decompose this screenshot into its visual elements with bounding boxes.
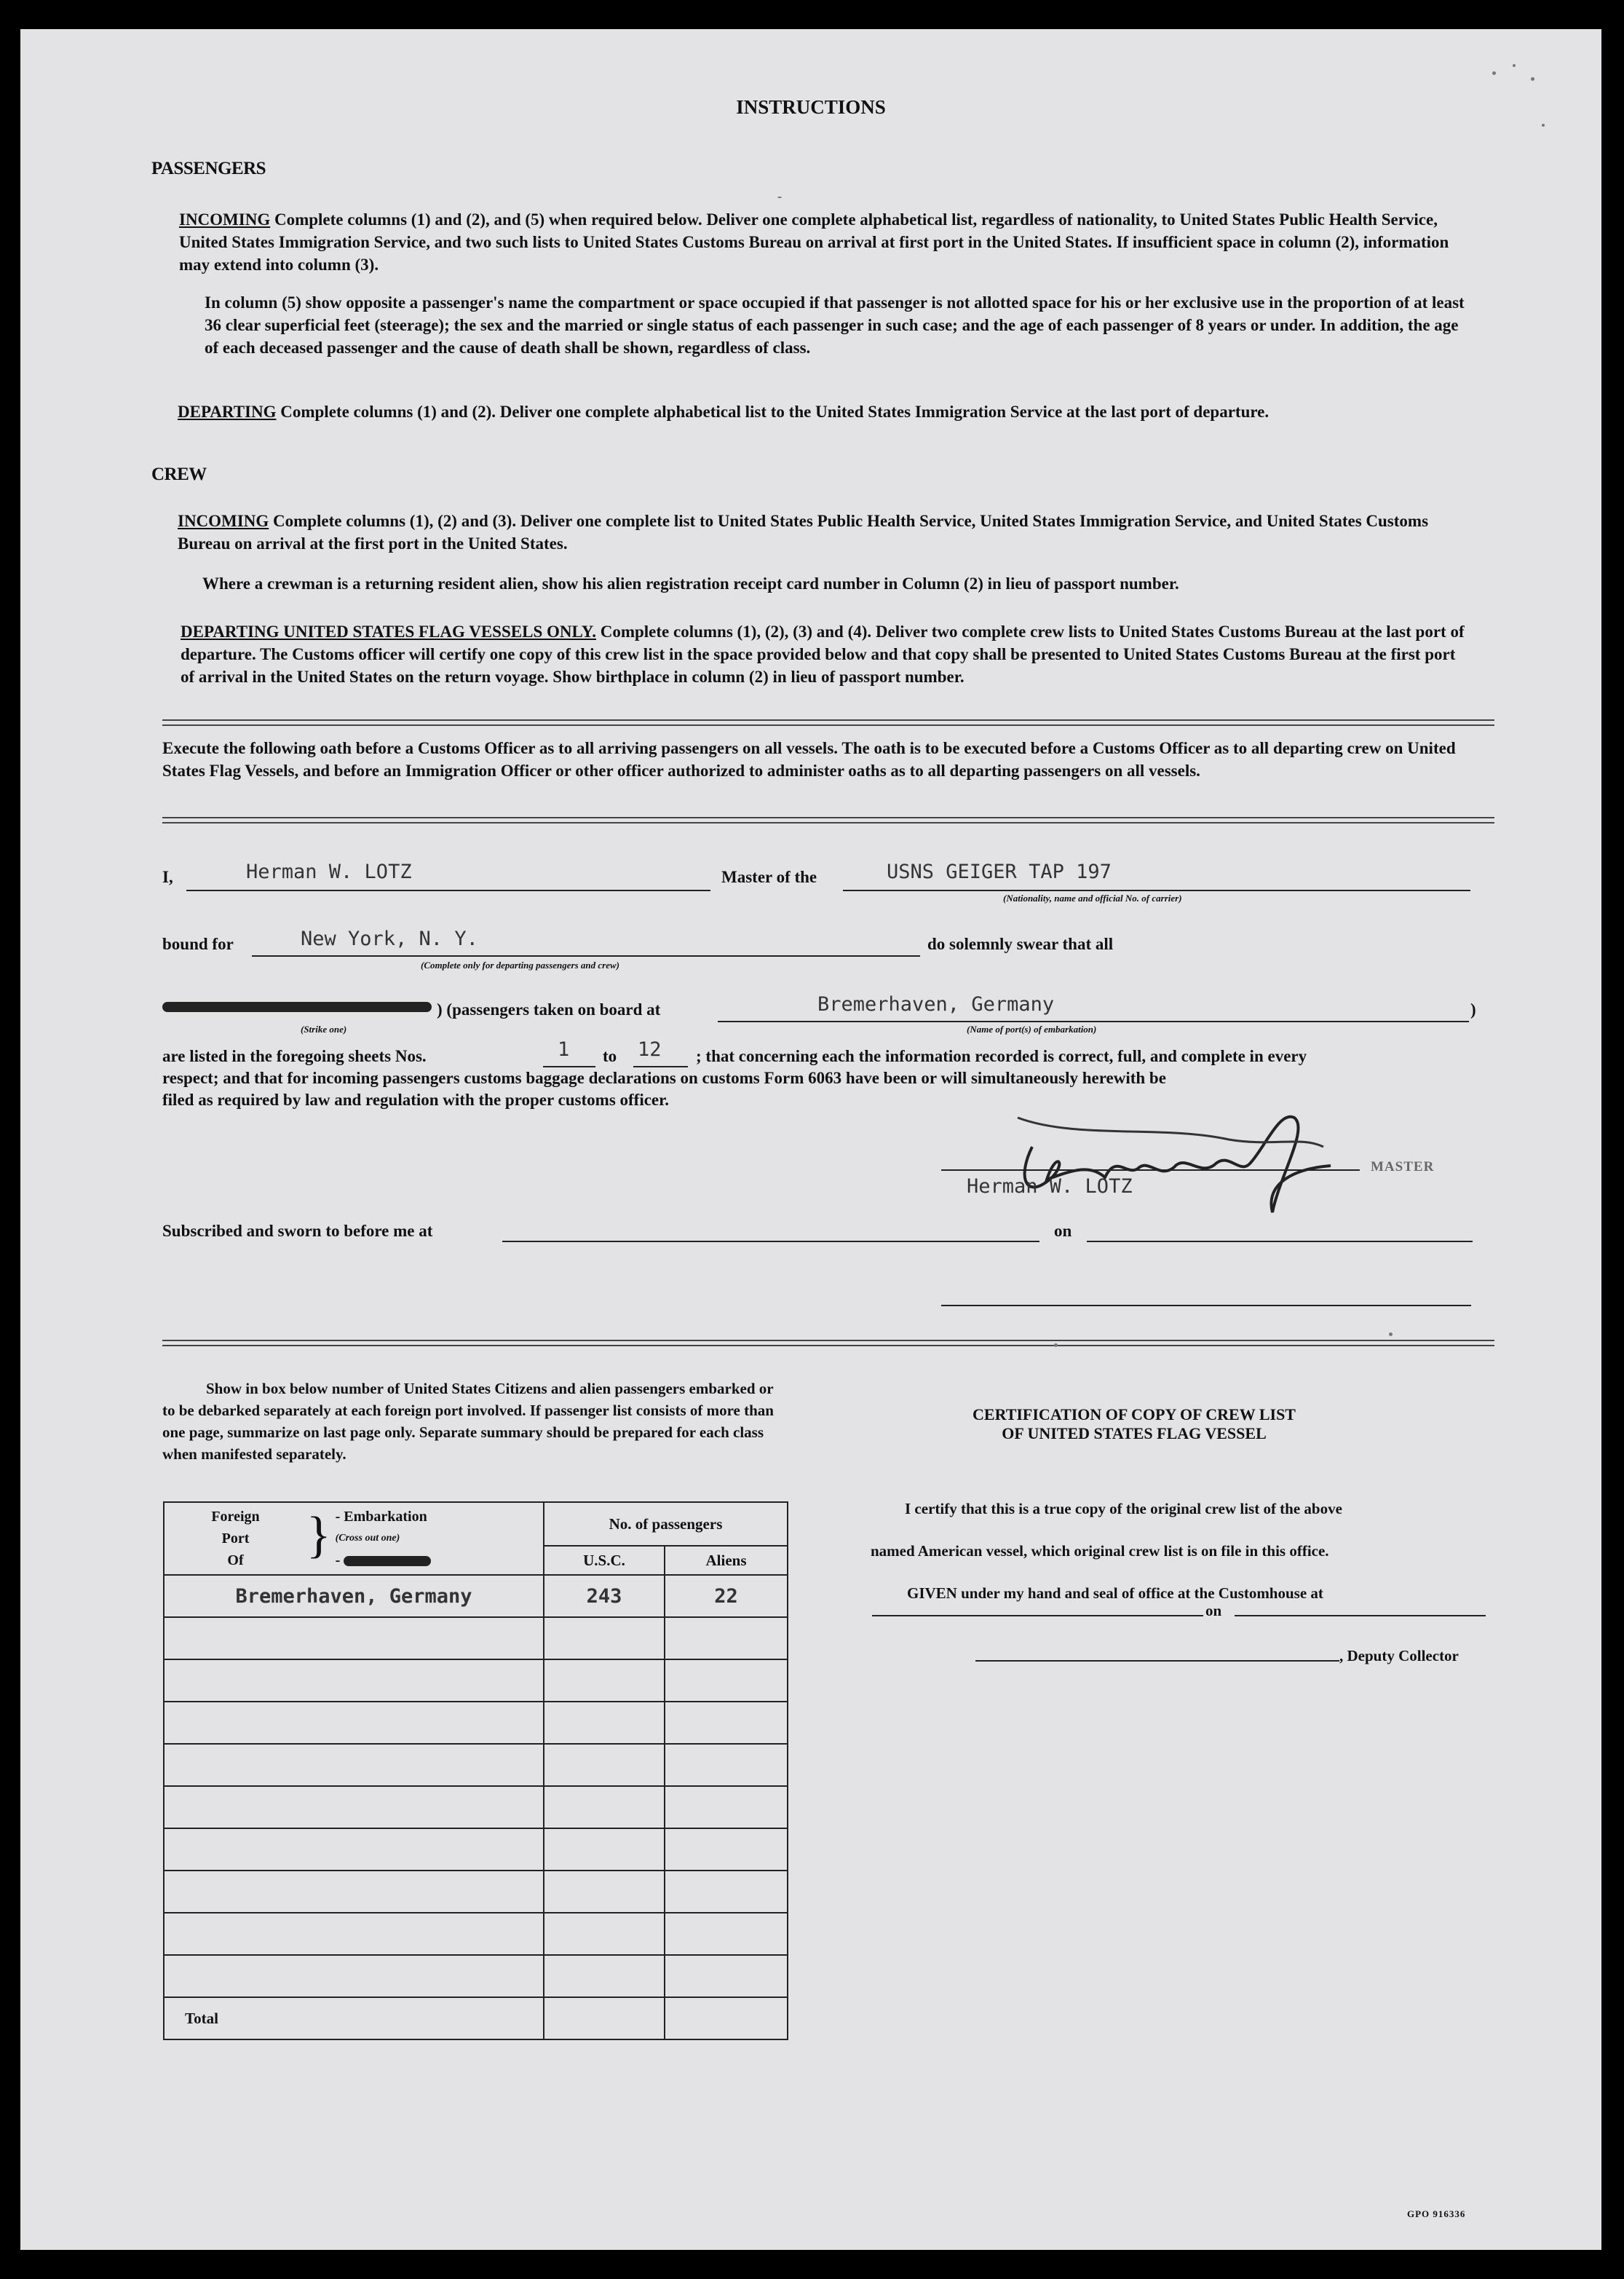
table-row bbox=[164, 1786, 788, 1828]
certification-line3: GIVEN under my hand and seal of office at the Customhouse at bbox=[907, 1584, 1323, 1602]
row-port bbox=[164, 1871, 544, 1913]
row-port bbox=[164, 1744, 544, 1786]
divider bbox=[162, 1340, 1494, 1346]
destination-line bbox=[252, 955, 920, 957]
passenger-summary-table bbox=[163, 1501, 788, 2040]
to-label: to bbox=[603, 1047, 617, 1065]
form-page bbox=[20, 29, 1601, 2250]
bound-for-label: bound for bbox=[162, 935, 234, 953]
no-of-passengers-header: No. of passengers bbox=[544, 1502, 788, 1546]
signature-name: Herman W. LOTZ bbox=[967, 1175, 1133, 1198]
table-row bbox=[164, 1702, 788, 1744]
row-port bbox=[164, 1828, 544, 1871]
row-port bbox=[164, 1955, 544, 1997]
footer-code: GPO 916336 bbox=[1407, 2208, 1466, 2219]
row-usc bbox=[544, 1659, 665, 1702]
scan-speck bbox=[1531, 77, 1534, 81]
closing-paren: ) bbox=[1470, 1000, 1476, 1019]
total-row bbox=[164, 1997, 788, 2039]
scan-speck bbox=[1389, 1332, 1393, 1336]
scan-speck bbox=[1492, 71, 1496, 75]
total-label: Total bbox=[164, 1997, 544, 2039]
crew-departing-label: DEPARTING UNITED STATES FLAG VESSELS ONLY. bbox=[181, 623, 596, 641]
row-aliens: 22 bbox=[665, 1575, 788, 1617]
filed-text: filed as required by law and regulation with the proper customs officer. bbox=[162, 1091, 669, 1109]
vessel-caption: (Nationality, name and official No. of carrier) bbox=[1003, 893, 1182, 904]
signature-line bbox=[941, 1169, 1360, 1171]
master-signature bbox=[989, 1096, 1396, 1234]
row-port bbox=[164, 1702, 544, 1744]
table-row bbox=[164, 1744, 788, 1786]
crew-heading: CREW bbox=[151, 465, 207, 484]
vessel-line bbox=[843, 890, 1470, 891]
table-row bbox=[164, 1828, 788, 1871]
crew-departing-text: Complete columns (1), (2), (3) and (4). Deliver two complete crew lists to United States Customs Bureau at the last port of departure. The Customs officer will certify one copy of this crew list in the space provided below and that copy shall be presented to United States Customs Bureau at the first port of arrival in the United States on the return voyage. Show birthplace in column (2) in lieu of passport number. bbox=[181, 623, 1465, 686]
port-header-of: Of bbox=[227, 1552, 244, 1568]
passengers-departing-paragraph bbox=[178, 400, 1470, 423]
row-aliens bbox=[665, 1617, 788, 1659]
struck-out-word bbox=[162, 1000, 435, 1015]
passengers-departing-text: Complete columns (1) and (2). Deliver one complete alphabetical list to the United States Immigration Service at the last port of departure. bbox=[280, 403, 1270, 421]
port-line bbox=[718, 1021, 1469, 1022]
oath-i-label: I, bbox=[162, 868, 173, 886]
passengers-taken-label: ) (passengers taken on board at bbox=[437, 1000, 661, 1019]
swear-label: do solemnly swear that all bbox=[927, 935, 1114, 953]
divider bbox=[162, 817, 1494, 823]
deputy-collector-label: , Deputy Collector bbox=[1339, 1647, 1459, 1664]
port-header-foreign: Foreign bbox=[211, 1509, 260, 1525]
subscribed-label: Subscribed and sworn to before me at bbox=[162, 1222, 433, 1240]
passengers-departing-label: DEPARTING bbox=[178, 403, 277, 421]
respect-text: respect; and that for incoming passengers customs baggage declarations on customs Form 6063 have been or will simultaneously herewith be bbox=[162, 1069, 1166, 1087]
passengers-incoming-paragraph bbox=[179, 208, 1467, 276]
master-name-value: Herman W. LOTZ bbox=[246, 861, 412, 883]
sheet-to-line bbox=[633, 1066, 688, 1067]
oath-instruction: Execute the following oath before a Customs Officer as to all arriving passengers on all vessels. The oath is to be executed before a Customs Officer as to all departing crew on United States Flag Vessels, and before an Immigration Officer or other officer authorized to administer oaths as to all departing passengers on all vessels. bbox=[162, 739, 1456, 780]
table-row bbox=[164, 1913, 788, 1955]
crew-incoming-label: INCOMING bbox=[178, 512, 269, 530]
subscribed-date-line bbox=[1087, 1241, 1473, 1242]
row-port bbox=[164, 1659, 544, 1702]
listed-label: are listed in the foregoing sheets Nos. bbox=[162, 1047, 427, 1065]
crew-incoming-text: Complete columns (1), (2) and (3). Deliver one complete list to United States Public Health Service, United States Immigration Service, and United States Customs Bureau on arrival at the first port in the United States. bbox=[178, 512, 1429, 553]
passengers-heading: PASSENGERS bbox=[151, 159, 266, 178]
divider bbox=[162, 719, 1494, 726]
sheet-to-value: 12 bbox=[638, 1038, 662, 1061]
certification-line2: named American vessel, which original crew list is on file in this office. bbox=[871, 1542, 1329, 1560]
table-row bbox=[164, 1617, 788, 1659]
row-usc bbox=[544, 1828, 665, 1871]
row-port bbox=[164, 1617, 544, 1659]
certification-title-line2: OF UNITED STATES FLAG VESSEL bbox=[1002, 1424, 1267, 1442]
passengers-incoming-text: Complete columns (1) and (2), and (5) when required below. Deliver one complete alphabetical list, regardless of nationality, to United States Public Health Service, United States Immigration Service, and two such lists to United States Customs Bureau on arrival at first port in the United States. If insufficient space in column (2), information may extend into column (3). bbox=[179, 210, 1449, 274]
table-row bbox=[164, 1659, 788, 1702]
certification-title-line1: CERTIFICATION OF COPY OF CREW LIST bbox=[973, 1405, 1296, 1423]
row-usc bbox=[544, 1913, 665, 1955]
vessel-value: USNS GEIGER TAP 197 bbox=[887, 861, 1112, 883]
row-port bbox=[164, 1913, 544, 1955]
master-name-line bbox=[186, 890, 710, 891]
row-aliens bbox=[665, 1659, 788, 1702]
row-aliens bbox=[665, 1786, 788, 1828]
port-header-cell: Foreign Port Of } - Embarkation (Cross out one) - bbox=[164, 1502, 544, 1575]
page-title: INSTRUCTIONS bbox=[736, 96, 886, 118]
master-title: MASTER bbox=[1371, 1159, 1435, 1174]
scan-speck bbox=[1054, 1343, 1058, 1347]
listed-rest: ; that concerning each the information recorded is correct, full, and complete in every bbox=[696, 1047, 1307, 1065]
table-row bbox=[164, 1871, 788, 1913]
struck-out-debarkation: - bbox=[336, 1549, 432, 1571]
row-usc bbox=[544, 1702, 665, 1744]
row-usc bbox=[544, 1871, 665, 1913]
sheet-from-value: 1 bbox=[558, 1038, 570, 1061]
row-usc: 243 bbox=[544, 1575, 665, 1617]
column5-paragraph: In column (5) show opposite a passenger's name the compartment or space occupied if that passenger is not allotted space for his or her exclusive use in the proportion of at least 36 clear superficial feet (steerage); the sex and the married or single status of each passenger in such case; and the age of each passenger of 8 years or under. In addition, the age of each deceased passenger and the cause of death shall be shown, regardless of class. bbox=[205, 293, 1465, 357]
certification-title bbox=[850, 1405, 1418, 1443]
row-usc bbox=[544, 1617, 665, 1659]
aliens-header: Aliens bbox=[665, 1546, 788, 1575]
row-aliens bbox=[665, 1702, 788, 1744]
scan-speck bbox=[1513, 64, 1516, 67]
row-usc bbox=[544, 1744, 665, 1786]
port-header-port: Port bbox=[221, 1530, 250, 1547]
summary-instructions: Show in box below number of United States Citizens and alien passengers embarked or to be debarked separately at each foreign port involved. If passenger list consists of more than one page, summarize on last page only. Separate summary should be prepared for each class when manifested separately. bbox=[162, 1380, 774, 1463]
scan-speck bbox=[1542, 124, 1545, 127]
subscribed-place-line bbox=[502, 1241, 1039, 1242]
port-value: Bremerhaven, Germany bbox=[817, 993, 1055, 1016]
table-row bbox=[164, 1955, 788, 1997]
certification-on-label: on bbox=[1205, 1602, 1222, 1619]
certification-place-line bbox=[872, 1615, 1203, 1616]
resident-alien-paragraph: Where a crewman is a returning resident alien, show his alien registration receipt card number in Column (2) in lieu of passport number. bbox=[202, 574, 1179, 593]
cross-out-caption: (Cross out one) bbox=[335, 1533, 400, 1544]
certification-line1: I certify that this is a true copy of the original crew list of the above bbox=[905, 1500, 1342, 1517]
row-aliens bbox=[665, 1913, 788, 1955]
table-row bbox=[164, 1575, 788, 1617]
row-usc bbox=[544, 1786, 665, 1828]
row-usc bbox=[544, 1955, 665, 1997]
passengers-incoming-label: INCOMING bbox=[179, 210, 271, 229]
certification-date-line bbox=[1235, 1615, 1486, 1616]
row-port bbox=[164, 1786, 544, 1828]
embarkation-label: - Embarkation bbox=[335, 1509, 427, 1525]
row-aliens bbox=[665, 1955, 788, 1997]
row-aliens bbox=[665, 1744, 788, 1786]
row-aliens bbox=[665, 1871, 788, 1913]
crew-incoming-paragraph bbox=[178, 510, 1470, 555]
destination-caption: (Complete only for departing passengers and crew) bbox=[421, 960, 619, 971]
subscribed-on-label: on bbox=[1054, 1222, 1072, 1240]
usc-header: U.S.C. bbox=[544, 1546, 665, 1575]
officer-signature-line bbox=[941, 1305, 1471, 1306]
port-caption: (Name of port(s) of embarkation) bbox=[967, 1024, 1097, 1035]
destination-value: New York, N. Y. bbox=[301, 928, 478, 950]
row-port: Bremerhaven, Germany bbox=[164, 1575, 544, 1617]
strike-one-caption: (Strike one) bbox=[301, 1024, 347, 1035]
scan-speck bbox=[777, 197, 782, 198]
deputy-collector-line bbox=[975, 1660, 1339, 1662]
crew-departing-paragraph bbox=[181, 620, 1469, 688]
row-aliens bbox=[665, 1828, 788, 1871]
sheet-from-line bbox=[543, 1066, 595, 1067]
master-of-label: Master of the bbox=[721, 868, 817, 886]
